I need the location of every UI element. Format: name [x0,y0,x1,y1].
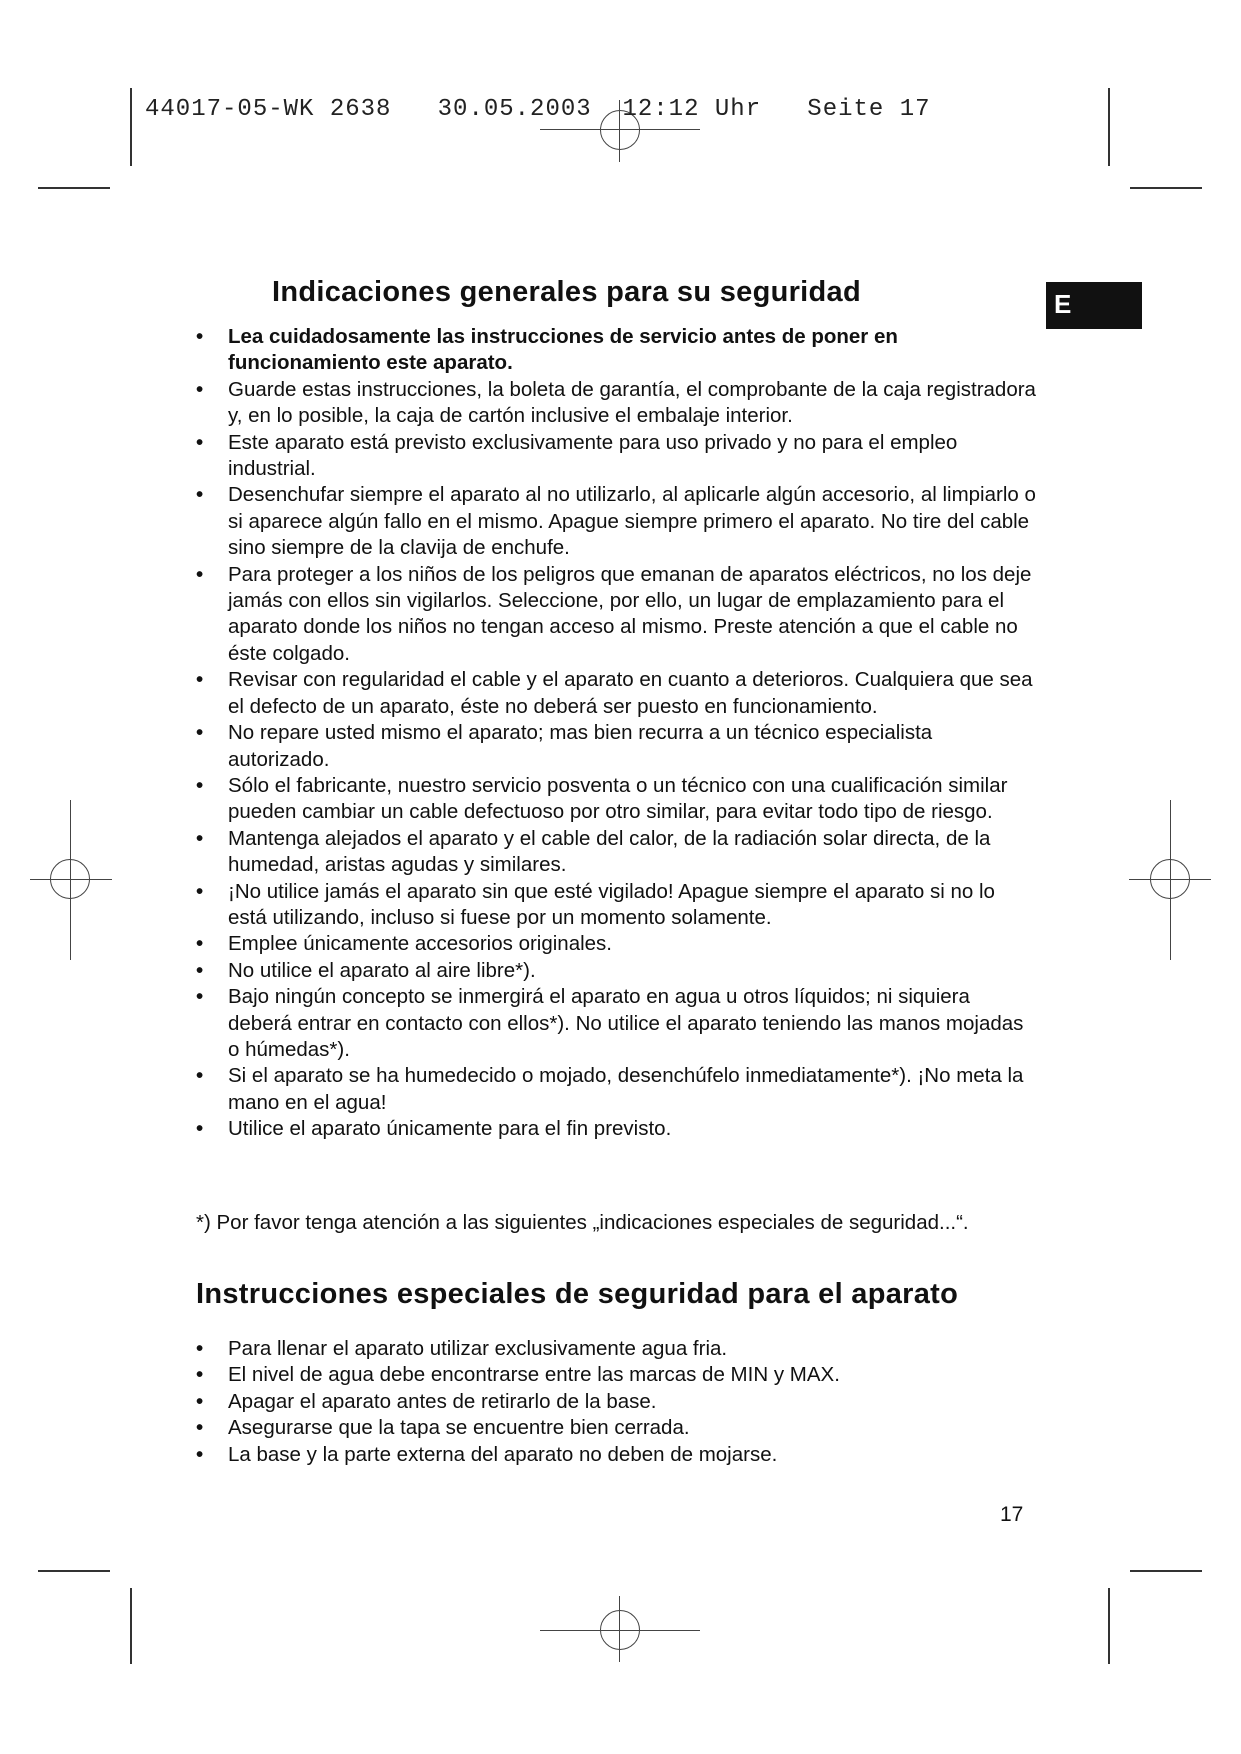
list-item: • Este aparato está previsto exclusivamente para uso privado y no para el empleo industrial. [196,430,1036,483]
special-safety-list [196,1336,1036,1468]
section-title-special-safety: Instrucciones especiales de seguridad para el aparato [196,1278,959,1310]
list-item: • Lea cuidadosamente las instrucciones de servicio antes de poner en funcionamiento este aparato. [196,324,1036,377]
list-item: • Asegurarse que la tapa se encuentre bien cerrada. [196,1415,1036,1441]
list-item: • Para proteger a los niños de los peligros que emanan de aparatos eléctricos, no los deje jamás con ellos sin vigilarlos. Seleccione, por ello, un lugar de emplazamiento para el aparato donde los niños no tengan acceso al mismo. Preste atención a que el cable no éste colgado. [196,562,1036,668]
crop-mark-bottom-right-h [1130,1570,1202,1572]
list-item: • Desenchufar siempre el aparato al no utilizarlo, al aplicarle algún accesorio, al limpiarlo o si aparece algún fallo en el mismo. Apague siempre primero el aparato. No tire del cable sino siempre de la clavija de enchufe. [196,482,1036,561]
list-item: • Bajo ningún concepto se inmergirá el aparato en agua u otros líquidos; ni siquiera deberá entrar en contacto con ellos*). No utilice el aparato teniendo las manos mojadas o húmedas*). [196,984,1036,1063]
list-item: • El nivel de agua debe encontrarse entre las marcas de MIN y MAX. [196,1362,1036,1388]
crop-mark-top-right-v [1108,88,1110,166]
section-title-general-safety: Indicaciones generales para su seguridad [272,276,861,308]
list-item: • Si el aparato se ha humedecido o mojado, desenchúfelo inmediatamente*). ¡No meta la mano en el agua! [196,1063,1036,1116]
crop-mark-top-left-h [38,187,110,189]
language-tab: E [1046,282,1142,329]
page-number: 17 [1000,1503,1024,1526]
list-item: • Emplee únicamente accesorios originales. [196,931,1036,957]
list-item: • No utilice el aparato al aire libre*). [196,958,1036,984]
crop-mark-top-right-h [1130,187,1202,189]
registration-mark-bottom [540,1590,700,1668]
list-item: • Para llenar el aparato utilizar exclusivamente agua fria. [196,1336,1036,1362]
general-safety-list [196,324,1036,1143]
crop-mark-bottom-left-v [130,1588,132,1664]
print-slug: 44017-05-WK 2638 30.05.2003 12:12 Uhr Seite 17 [145,96,931,123]
registration-mark-right [1129,800,1211,960]
list-item: • Revisar con regularidad el cable y el aparato en cuanto a deterioros. Cualquiera que sea el defecto de un aparato, éste no deberá ser puesto en funcionamiento. [196,667,1036,720]
crop-mark-bottom-left-h [38,1570,110,1572]
list-item: • No repare usted mismo el aparato; mas bien recurra a un técnico especialista autorizado. [196,720,1036,773]
crop-mark-bottom-right-v [1108,1588,1110,1664]
list-item: • Utilice el aparato únicamente para el fin previsto. [196,1116,1036,1142]
list-item: • Mantenga alejados el aparato y el cable del calor, de la radiación solar directa, de la humedad, aristas agudas y similares. [196,826,1036,879]
crop-mark-top-left-v [130,88,132,166]
list-item: • ¡No utilice jamás el aparato sin que esté vigilado! Apague siempre el aparato si no lo está utilizando, incluso si fuese por un momento solamente. [196,879,1036,932]
list-item: • La base y la parte externa del aparato no deben de mojarse. [196,1442,1036,1468]
list-item: • Apagar el aparato antes de retirarlo de la base. [196,1389,1036,1415]
footnote: *) Por favor tenga atención a las siguientes „indicaciones especiales de seguridad...“. [196,1211,969,1234]
registration-mark-left [30,800,112,960]
list-item: • Guarde estas instrucciones, la boleta de garantía, el comprobante de la caja registradora y, en lo posible, la caja de cartón inclusive el embalaje interior. [196,377,1036,430]
list-item: • Sólo el fabricante, nuestro servicio posventa o un técnico con una cualificación similar pueden cambiar un cable defectuoso por otro similar, para evitar todo tipo de riesgo. [196,773,1036,826]
